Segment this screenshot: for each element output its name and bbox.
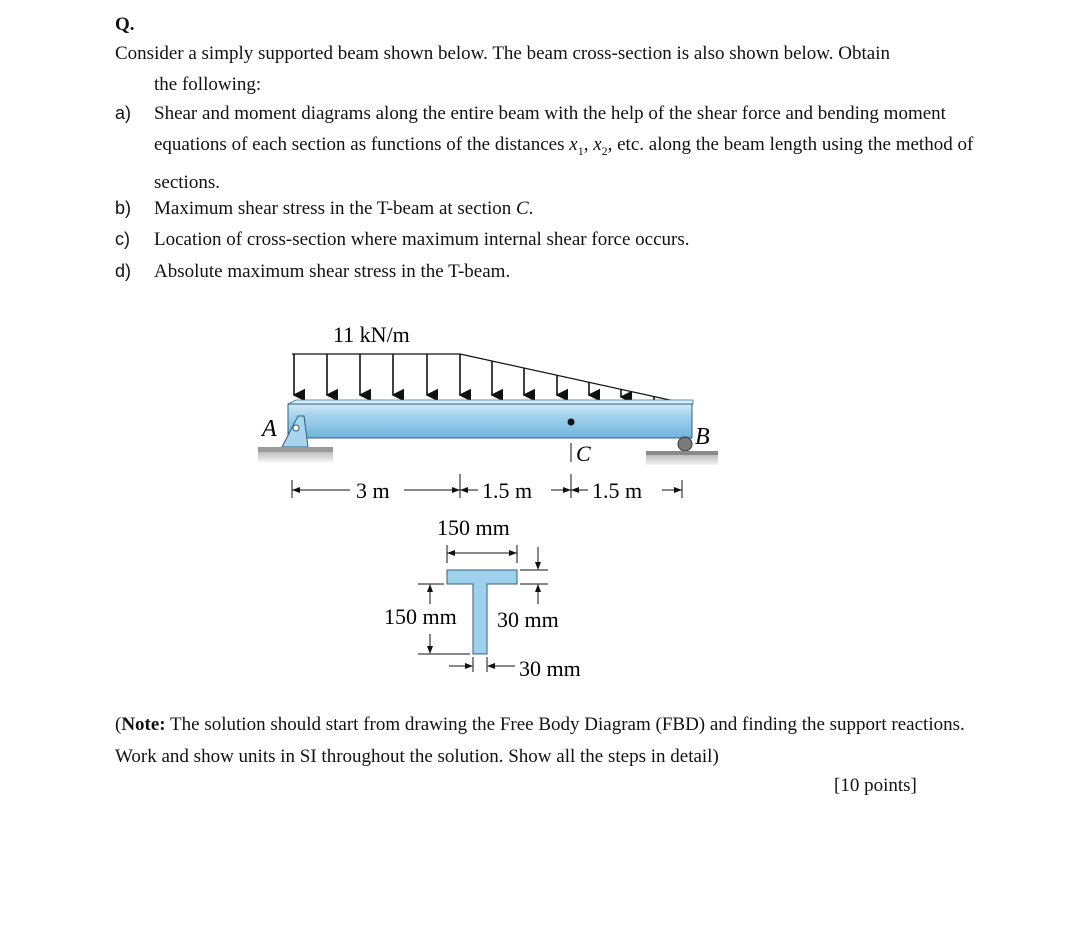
var-x2: x xyxy=(593,134,602,155)
part-a-label: a) xyxy=(115,103,132,123)
sub-2: 2 xyxy=(601,143,608,158)
note-bold-label: Note: xyxy=(121,714,166,735)
part-a-body: Shear and moment diagrams along the entire beam with the help of the shear force and bending moment equations of each section as functions of the distances xyxy=(154,103,946,155)
web-thickness-label: 30 mm xyxy=(519,656,581,681)
part-a-tail: , etc. along the beam length using the method of sections. xyxy=(154,134,974,193)
dim-1-5m-b: 1.5 m xyxy=(592,478,643,503)
var-x1: x xyxy=(569,134,578,155)
intro-line-2: the following: xyxy=(154,74,262,95)
intro-line-1: Consider a simply supported beam shown below. The beam cross-section is also shown below. Obtain xyxy=(115,43,891,64)
load-arrows xyxy=(294,354,654,401)
section-c-label: C xyxy=(576,441,591,466)
web-height-label: 150 mm xyxy=(384,604,457,629)
dim-1-5m-a: 1.5 m xyxy=(482,478,533,503)
load-label: 11 kN/m xyxy=(333,322,410,347)
question-label: Q. xyxy=(115,14,135,35)
flange-thickness-label: 30 mm xyxy=(497,607,559,632)
part-a-text: Shear and moment diagrams along the entire beam with the help of the shear force and bending moment equations of each section as functions of the distances $x_1$, $x_2$, etc. along the beam length using the method of sections. xyxy=(154,103,974,193)
beam xyxy=(288,400,693,438)
part-b-label: b) xyxy=(115,198,132,218)
flange-width-label: 150 mm xyxy=(437,515,510,540)
part-c-text: Location of cross-section where maximum internal shear force occurs. xyxy=(154,229,690,250)
var-c: C xyxy=(515,198,529,219)
section-c-point xyxy=(568,419,575,426)
part-d-label: d) xyxy=(115,261,132,281)
part-b-body: Maximum shear stress in the T-beam at section xyxy=(154,198,512,219)
note-text: The solution should start from drawing the Free Body Diagram (FBD) and finding the support reactions. Work and show units in SI throughout the solution. Show all the steps in detail) xyxy=(115,714,965,767)
dim-3m: 3 m xyxy=(356,478,390,503)
support-b-label: B xyxy=(695,424,710,450)
part-d-text: Absolute maximum shear stress in the T-beam. xyxy=(154,261,511,282)
part-c-label: c) xyxy=(115,229,130,249)
part-b-tail: . xyxy=(528,198,534,219)
support-a-label: A xyxy=(262,416,277,442)
distributed-load xyxy=(292,354,688,404)
sub-1: 1 xyxy=(577,143,584,158)
note-open-paren: ( xyxy=(115,714,122,735)
note xyxy=(115,709,975,773)
points: [10 points] xyxy=(834,775,917,796)
